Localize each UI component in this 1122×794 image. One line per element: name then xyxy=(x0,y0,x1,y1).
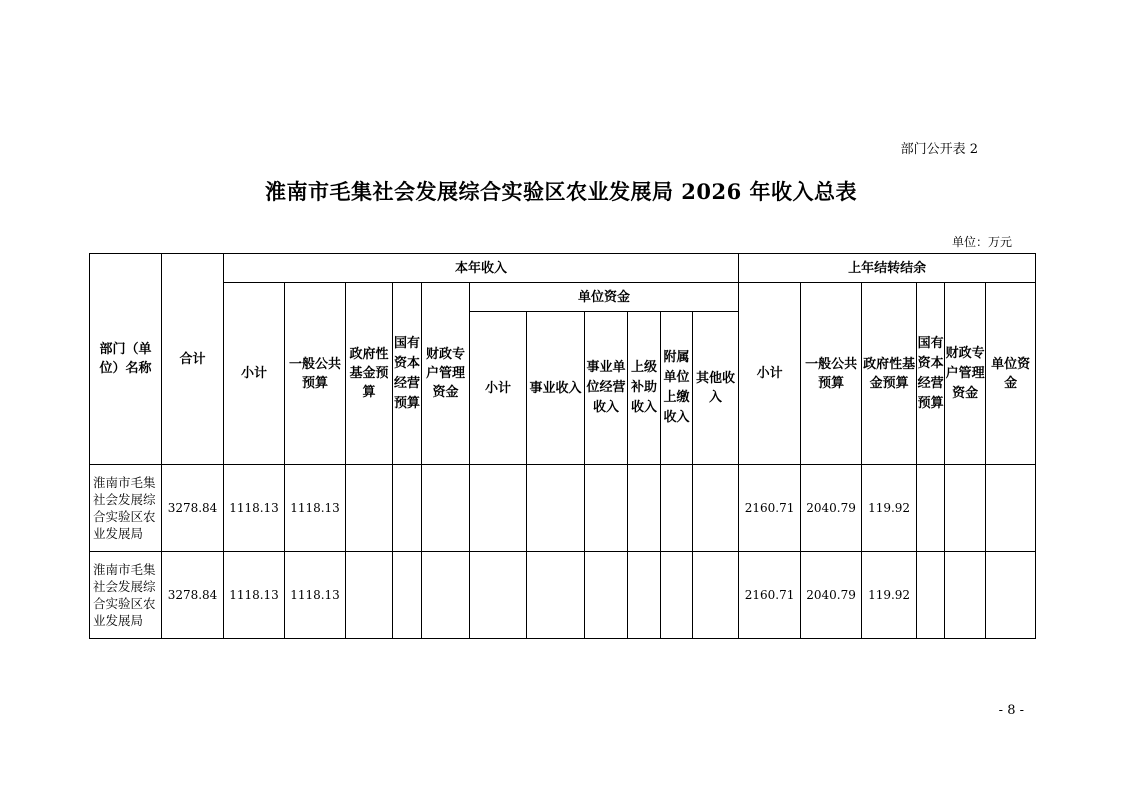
cell-empty xyxy=(917,552,945,639)
header-carryover-gov-fund: 政府性基金预算 xyxy=(862,283,917,465)
header-carryover-unit-funds: 单位资金 xyxy=(986,283,1036,465)
header-subtotal: 小计 xyxy=(224,283,285,465)
cell-empty xyxy=(393,465,422,552)
cell-empty xyxy=(470,465,527,552)
cell-dept-name: 淮南市毛集社会发展综合实验区农业发展局 xyxy=(90,465,162,552)
cell-empty xyxy=(422,465,470,552)
cell-empty xyxy=(945,552,986,639)
cell-empty xyxy=(693,465,739,552)
cell-empty xyxy=(986,465,1036,552)
header-carryover-state-capital: 国有资本经营预算 xyxy=(917,283,945,465)
table-tag: 部门公开表 2 xyxy=(900,142,978,157)
header-total: 合计 xyxy=(162,254,224,465)
header-unit-subtotal: 小计 xyxy=(470,312,527,465)
cell-empty xyxy=(470,552,527,639)
cell-dept-name: 淮南市毛集社会发展综合实验区农业发展局 xyxy=(90,552,162,639)
header-unit-funds: 单位资金 xyxy=(470,283,739,312)
page-number: - 8 - xyxy=(998,703,1024,718)
cell-empty xyxy=(986,552,1036,639)
cell-general-budget: 1118.13 xyxy=(285,465,346,552)
header-business-income: 事业收入 xyxy=(527,312,585,465)
cell-empty xyxy=(422,552,470,639)
header-dept-name: 部门（单位）名称 xyxy=(90,254,162,465)
table-row xyxy=(90,552,1036,639)
cell-empty xyxy=(661,552,693,639)
cell-empty xyxy=(346,465,393,552)
cell-empty xyxy=(585,552,628,639)
cell-carryover-subtotal: 2160.71 xyxy=(739,552,801,639)
unit-label: 单位：万元 xyxy=(951,235,1012,249)
header-carryover-general-budget: 一般公共预算 xyxy=(801,283,862,465)
cell-empty xyxy=(393,552,422,639)
cell-empty xyxy=(585,465,628,552)
header-operating-income: 事业单位经营收入 xyxy=(585,312,628,465)
cell-carryover-general-budget: 2040.79 xyxy=(801,465,862,552)
cell-empty xyxy=(527,465,585,552)
cell-carryover-subtotal: 2160.71 xyxy=(739,465,801,552)
cell-total: 3278.84 xyxy=(162,552,224,639)
header-carryover-subtotal: 小计 xyxy=(739,283,801,465)
cell-empty xyxy=(628,465,661,552)
cell-empty xyxy=(917,465,945,552)
cell-empty xyxy=(628,552,661,639)
cell-empty xyxy=(945,465,986,552)
header-other-income: 其他收入 xyxy=(693,312,739,465)
cell-empty xyxy=(661,465,693,552)
page-title: 淮南市毛集社会发展综合实验区农业发展局 2026 年收入总表 xyxy=(264,179,858,204)
cell-general-budget: 1118.13 xyxy=(285,552,346,639)
cell-carryover-gov-fund: 119.92 xyxy=(862,552,917,639)
header-state-capital: 国有资本经营预算 xyxy=(393,283,422,465)
cell-subtotal: 1118.13 xyxy=(224,465,285,552)
cell-subtotal: 1118.13 xyxy=(224,552,285,639)
cell-carryover-general-budget: 2040.79 xyxy=(801,552,862,639)
table-row xyxy=(90,465,1036,552)
header-fiscal-special: 财政专户管理资金 xyxy=(422,283,470,465)
header-general-budget: 一般公共预算 xyxy=(285,283,346,465)
cell-total: 3278.84 xyxy=(162,465,224,552)
income-summary-table xyxy=(89,253,1036,639)
header-superior-subsidy: 上级补助收入 xyxy=(628,312,661,465)
cell-carryover-gov-fund: 119.92 xyxy=(862,465,917,552)
header-carryover: 上年结转结余 xyxy=(739,254,1036,283)
header-affiliated-income: 附属单位上缴收入 xyxy=(661,312,693,465)
header-gov-fund: 政府性基金预算 xyxy=(346,283,393,465)
header-carryover-fiscal-special: 财政专户管理资金 xyxy=(945,283,986,465)
cell-empty xyxy=(346,552,393,639)
cell-empty xyxy=(527,552,585,639)
header-current-year: 本年收入 xyxy=(224,254,739,283)
cell-empty xyxy=(693,552,739,639)
